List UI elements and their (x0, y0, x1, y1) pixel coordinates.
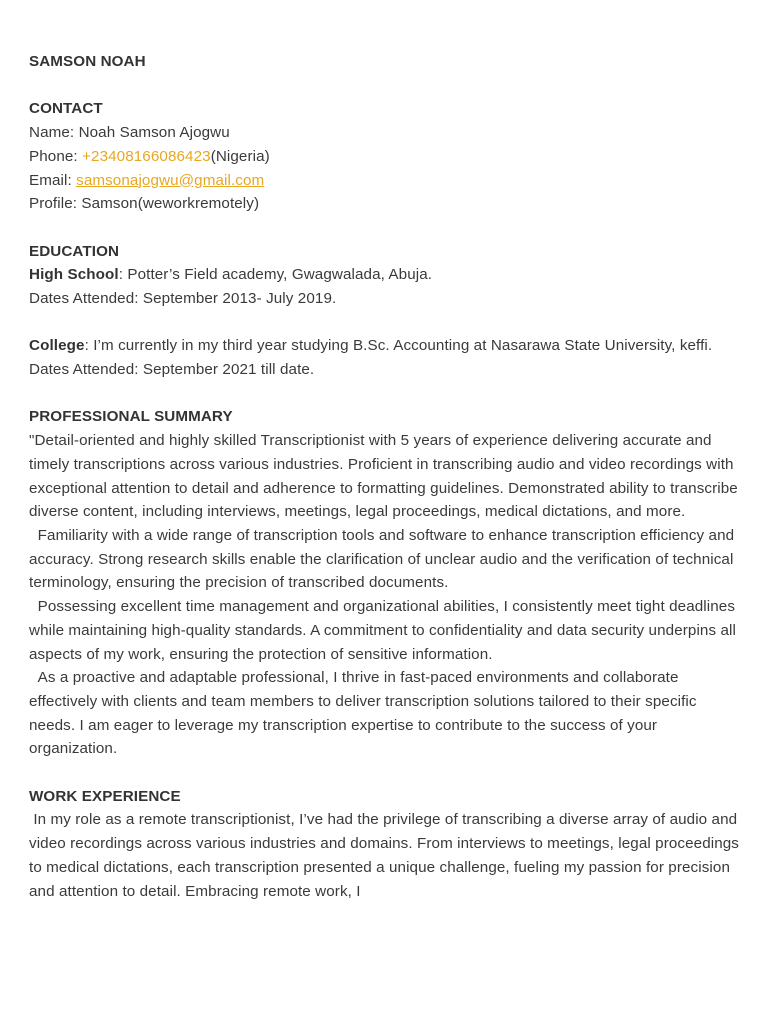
phone-link[interactable]: +23408166086423 (82, 147, 211, 165)
summary-heading: PROFESSIONAL SUMMARY (29, 408, 233, 426)
high-school-line (29, 263, 740, 287)
high-school-value: : Potter’s Field academy, Gwagwalada, Abuja. (118, 266, 433, 284)
summary-paragraph-4: As a proactive and adaptable professional, I thrive in fast-paced environments and collaborate effectively with clients and team members to deliver transcription solutions tailored to their specific needs. I am eager to leverage my transcription expertise to contribute to the success of your organization. (29, 669, 701, 758)
phone-suffix: (Nigeria) (210, 147, 270, 165)
high-school-dates: Dates Attended: September 2013- July 2019. (29, 290, 337, 307)
name-value: Noah Samson Ajogwu (78, 124, 230, 142)
email-link[interactable]: samsonajogwu@gmail.com (76, 171, 265, 189)
work-paragraph: In my role as a remote transcriptionist, I’ve had the privilege of transcribing a diverse array of audio and video recordings across various industries and domains. From interviews to meetings, legal proceedings to medical dictations, each transcription presented a unique challenge, fueling my passion for precision and attention to detail. Embracing remote work, I (29, 811, 744, 900)
work-heading: WORK EXPERIENCE (29, 787, 181, 805)
summary-paragraph-2: Familiarity with a wide range of transcription tools and software to enhance transcription efficiency and accuracy. Strong research skills enable the clarification of unclear audio and the verification of technical terminology, ensuring the precision of transcribed documents. (29, 527, 739, 592)
contact-name-line (29, 121, 740, 145)
profile-value: Samson(weworkremotely) (81, 195, 260, 213)
person-name: SAMSON NOAH (29, 53, 146, 70)
contact-profile-line (29, 192, 740, 216)
college-dates: Dates Attended: September 2021 till date. (29, 361, 315, 379)
college-value: : I’m currently in my third year studying B.Sc. Accounting at Nasarawa State University, keffi. (84, 337, 713, 355)
college-line (29, 334, 740, 358)
college-label: College (29, 337, 85, 355)
contact-heading: CONTACT (29, 100, 103, 118)
phone-label: Phone: (29, 147, 83, 165)
high-school-label: High School (29, 266, 119, 284)
contact-email-line (29, 169, 740, 193)
contact-phone-line (29, 145, 740, 169)
summary-paragraph-1: "Detail-oriented and highly skilled Transcriptionist with 5 years of experience delivering accurate and timely transcriptions across various industries. Proficient in transcribing audio and video recordings with exceptional attention to detail and adherence to formatting guidelines. Demonstrated ability to transcribe diverse content, including interviews, meetings, legal proceedings, medical dictations, and more. (29, 432, 743, 521)
name-label: Name: (29, 124, 79, 142)
education-heading: EDUCATION (29, 242, 120, 260)
profile-label: Profile: (29, 195, 82, 213)
email-label: Email: (29, 171, 77, 189)
summary-paragraph-3: Possessing excellent time management and organizational abilities, I consistently meet tight deadlines while maintaining high-quality standards. A commitment to confidentiality and data security underpins all aspects of my work, ensuring the protection of sensitive information. (29, 598, 741, 663)
